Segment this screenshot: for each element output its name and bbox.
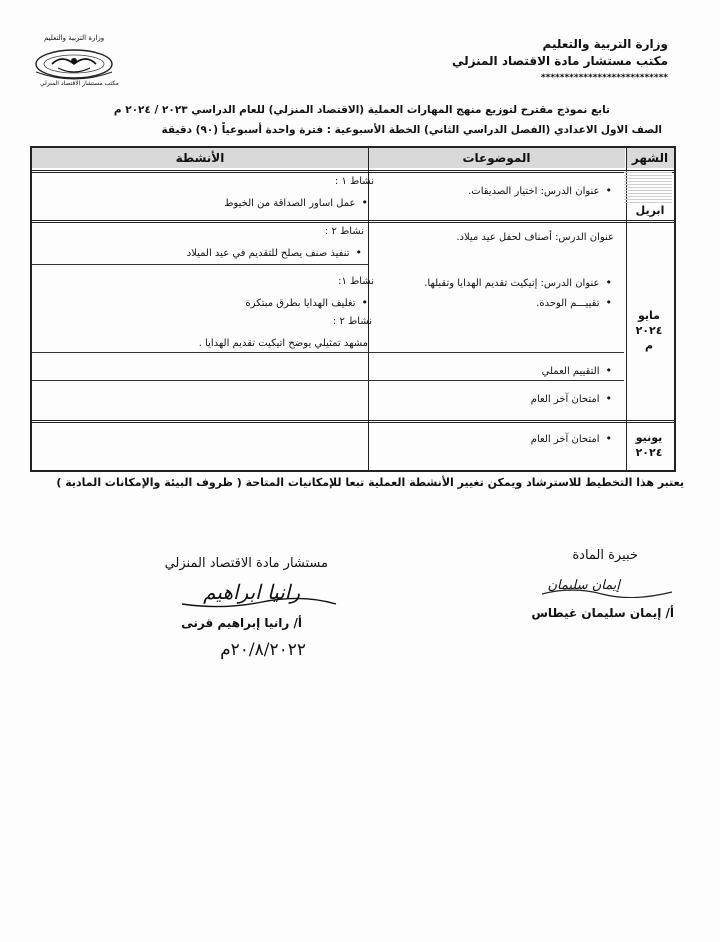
- activity-may-3: مشهد تمثيلي يوضح اتيكيت تقديم الهدايا .: [198, 338, 368, 349]
- activity-label-may-2: نشاط ١:: [338, 276, 374, 287]
- signature-stroke-icon: [540, 586, 680, 598]
- ministry-logo: [22, 34, 126, 94]
- plan-subtitle: الصف الاول الاعدادي (الفصل الدراسي الثاني) الخطة الأسبوعية : فترة واحدة أسبوعياً (٩٠) دقيقة: [161, 124, 662, 136]
- topic-may-1: عنوان الدرس: أصناف لحفل عيد ميلاد.: [456, 232, 614, 243]
- row-divider: [32, 420, 674, 423]
- curriculum-table: [30, 146, 676, 472]
- topic-april: • عنوان الدرس: اختيار الصديقات.: [468, 184, 612, 197]
- row-divider: [32, 380, 624, 381]
- month-cell-april: [624, 172, 674, 220]
- row-divider: [32, 170, 674, 173]
- signature-underline-icon: [178, 596, 338, 610]
- activity-may-1: • تنفيذ صنف يصلح للتقديم في عيد الميلاد: [187, 246, 362, 259]
- row-divider: [32, 264, 368, 265]
- expert-name: أ/ إيمان سليمان غيطاس: [531, 606, 674, 620]
- expert-title: خبيرة المادة: [572, 548, 638, 563]
- month-june-year: ٢٠٢٤: [635, 446, 663, 459]
- office-name: مكتب مستشار مادة الاقتصاد المنزلي: [451, 54, 668, 68]
- header-month: الشهر: [626, 148, 674, 168]
- advisor-title: مستشار مادة الاقتصاد المنزلي: [164, 556, 328, 571]
- advisor-signature: رانيا ابراهيم: [203, 580, 300, 604]
- activity-label-april: نشاط ١ :: [334, 176, 374, 187]
- ministry-name: وزارة التربية والتعليم: [542, 37, 668, 51]
- activity-may-2: • تغليف الهدايا بطرق مبتكرة: [245, 296, 368, 309]
- topic-may-3: • تقييـــم الوحدة.: [536, 296, 612, 309]
- row-divider: [32, 352, 624, 353]
- final-exam-may: • امتحان آخر العام: [531, 392, 612, 405]
- expert-signature: إيمان سليمان: [547, 578, 620, 593]
- logo-text-bottom: مكتب مستشار الاقتصاد المنزلي: [40, 80, 119, 87]
- month-hatch: [624, 172, 672, 203]
- header-activities: الأنشطة: [32, 148, 368, 168]
- planning-note: يعتبر هذا التخطيط للاسترشاد ويمكن تغيير الأنشطة العملية تبعا للإمكانيات المتاحة ( ظروف البيئة والإمكانات المادية ): [56, 476, 684, 489]
- final-exam-june: • امتحان آخر العام: [531, 432, 612, 445]
- header-topics: الموضوعات: [368, 148, 625, 168]
- ministry-header: [452, 36, 668, 87]
- month-june-name: يونيو: [635, 431, 663, 444]
- activity-april: • عمل اساور الصداقة من الخيوط: [224, 196, 368, 209]
- topic-may-2: • عنوان الدرس: إتيكيت تقديم الهدايا وتقبلها.: [424, 276, 612, 289]
- activity-label-may-1: نشاط ٢ :: [324, 226, 364, 237]
- advisor-name: أ/ رانيا إبراهيم قرنى: [181, 616, 302, 630]
- month-june: [630, 430, 668, 460]
- activity-label-may-3: نشاط ٢ :: [332, 316, 372, 327]
- signature-date: ٢٠/٨/٢٠٢٢م: [220, 640, 306, 660]
- month-may-name: مايو: [638, 309, 660, 322]
- practical-assessment: • التقييم العملي: [542, 364, 612, 377]
- header-stars: ***************************: [540, 73, 668, 83]
- month-may: [630, 308, 668, 353]
- plan-title: تابع نموذج مقترح لتوزيع منهج المهارات العملية (الاقتصاد المنزلي) للعام الدراسي ٢٠٢٣ / ٢٠٢٤ م: [113, 104, 610, 116]
- month-may-year: ٢٠٢٤ م: [635, 324, 663, 352]
- row-divider: [32, 220, 674, 223]
- month-april: ابريل: [635, 204, 665, 217]
- logo-text-top: وزارة التربية والتعليم: [44, 34, 105, 42]
